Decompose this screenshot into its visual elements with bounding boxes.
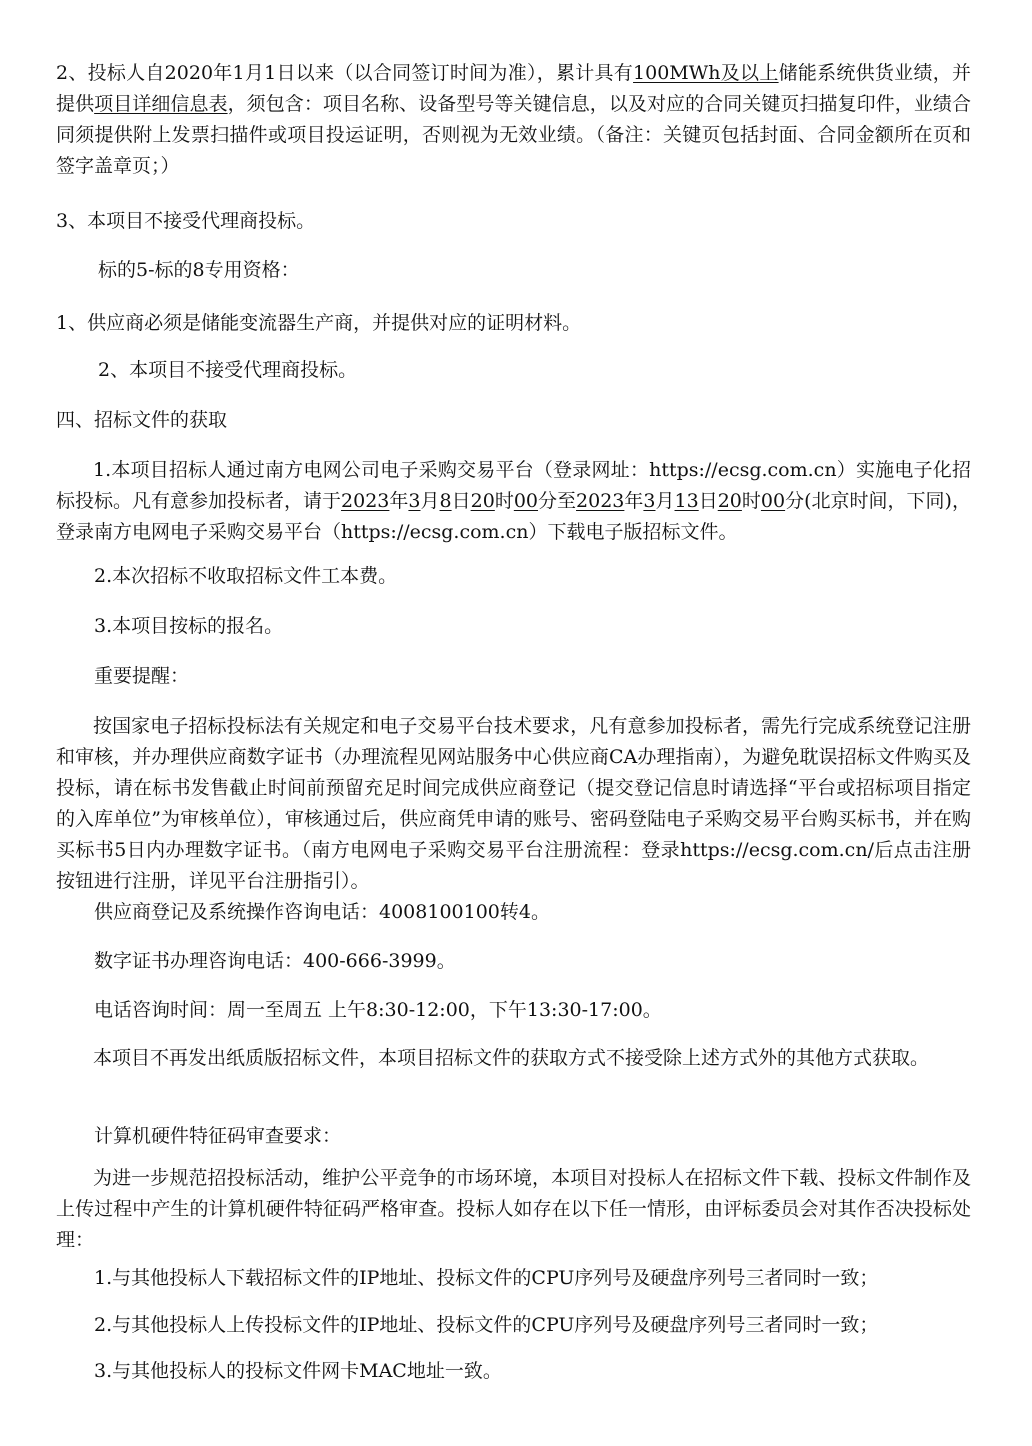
paragraph-no-paper-docs: 本项目不再发出纸质版招标文件，本项目招标文件的获取方式不接受除上述方式外的其他方式获取。 — [93, 1047, 930, 1069]
text-span: ，须包含：项目名称、设备型号等关键信息，以及对应的合同关键页扫描复印件，业绩合同须提供附上发票扫描件或项目投运证明，否则视为无效业绩。（备注：关键页包括封面、合同金额所在页和签字盖章页；） — [56, 93, 971, 177]
section-heading-obtain-documents: 四、招标文件的获取 — [56, 409, 228, 431]
end-day: 13 — [674, 490, 699, 512]
paragraph-no-agent: 3、本项目不接受代理商投标。 — [56, 210, 316, 232]
end-month: 3 — [643, 490, 656, 512]
paragraph-phone-hours: 电话咨询时间：周一至周五 上午8:30-12:00，下午13:30-17:00。 — [94, 999, 662, 1021]
paragraph-hardware-review: 为进一步规范招投标活动，维护公平竞争的市场环境，本项目对投标人在招标文件下载、投标文件制作及上传过程中产生的计算机硬件特征码严格审查。投标人如存在以下任一情形，由评标委员会对其作否决投标处理： — [56, 1167, 971, 1251]
start-year: 2023 — [341, 490, 390, 512]
end-year: 2023 — [576, 490, 625, 512]
paragraph-platform-download: 1.本项目招标人通过南方电网公司电子采购交易平台（登录网址：https://ecsg.com.cn）实施电子化招标投标。凡有意参加投标者，请于2023年3月8日20时00分至2023年3月13日20时00分(北京时间，下同)，登录南方电网电子采购交易平台（https://ecsg.com.cn）下载电子版招标文件。 — [56, 459, 971, 543]
paragraph-register-by-lot: 3.本项目按标的报名。 — [94, 615, 284, 637]
list-item-mac-match: 3.与其他投标人的投标文件网卡MAC地址一致。 — [94, 1360, 502, 1382]
list-item-download-match: 1.与其他投标人下载招标文件的IP地址、投标文件的CPU序列号及硬盘序列号三者同时一致； — [94, 1267, 879, 1289]
text-span: 储能系统供货业绩，并提供 — [56, 62, 971, 115]
heading-hardware-check: 计算机硬件特征码审查要求： — [94, 1125, 342, 1147]
list-item-upload-match: 2.与其他投标人上传投标文件的IP地址、投标文件的CPU序列号及硬盘序列号三者同时一致； — [94, 1314, 879, 1336]
text-span: 分(北京时间，下同)，登录南方电网电子采购交易平台（https://ecsg.com.cn）下载电子版招标文件。 — [56, 490, 971, 543]
underlined-capacity: 100MWh及以上 — [633, 62, 779, 84]
underlined-project-table: 项目详细信息表 — [94, 93, 228, 115]
paragraph-registration-instructions: 按国家电子招标投标法有关规定和电子交易平台技术要求，凡有意参加投标者，需先行完成系统登记注册和审核，并办理供应商数字证书（办理流程见网站服务中心供应商CA办理指南），为避免耽误招标文件购买及投标，请在标书发售截止时间前预留充足时间完成供应商登记（提交登记信息时请选择“平台或招标项目指定的入库单位”为审核单位），审核通过后，供应商凭申请的账号、密码登陆电子采购交易平台购买标书，并在购买标书5日内办理数字证书。（南方电网电子采购交易平台注册流程：登录https://ecsg.com.cn/后点击注册按钮进行注册，详见平台注册指引）。 — [56, 715, 971, 892]
end-hour: 20 — [717, 490, 742, 512]
paragraph-certificate-phone: 数字证书办理咨询电话：400-666-3999。 — [94, 950, 456, 972]
start-day: 8 — [439, 490, 452, 512]
text-span: 1.本项目招标人通过南方电网公司电子采购交易平台（登录网址：https://ecsg.com.cn）实施电子化招标投标。凡有意参加投标者，请于 — [56, 459, 971, 512]
start-month: 3 — [408, 490, 421, 512]
paragraph-no-fee: 2.本次招标不收取招标文件工本费。 — [94, 565, 398, 587]
start-hour: 20 — [470, 490, 495, 512]
paragraph-manufacturer-requirement: 1、供应商必须是储能变流器生产商，并提供对应的证明材料。 — [56, 312, 582, 334]
start-minute: 00 — [513, 490, 539, 512]
paragraph-support-phone: 供应商登记及系统操作咨询电话：4008100100转4。 — [94, 901, 550, 923]
end-minute: 00 — [760, 490, 786, 512]
text-span: 2、投标人自2020年1月1日以来（以合同签订时间为准），累计具有 — [56, 62, 634, 84]
section-lot5-8-qualification: 标的5-标的8专用资格： — [98, 259, 300, 281]
paragraph-no-agent-2: 2、本项目不接受代理商投标。 — [98, 359, 358, 381]
paragraph-performance-requirement — [56, 58, 971, 182]
heading-important-reminder: 重要提醒： — [94, 665, 190, 687]
